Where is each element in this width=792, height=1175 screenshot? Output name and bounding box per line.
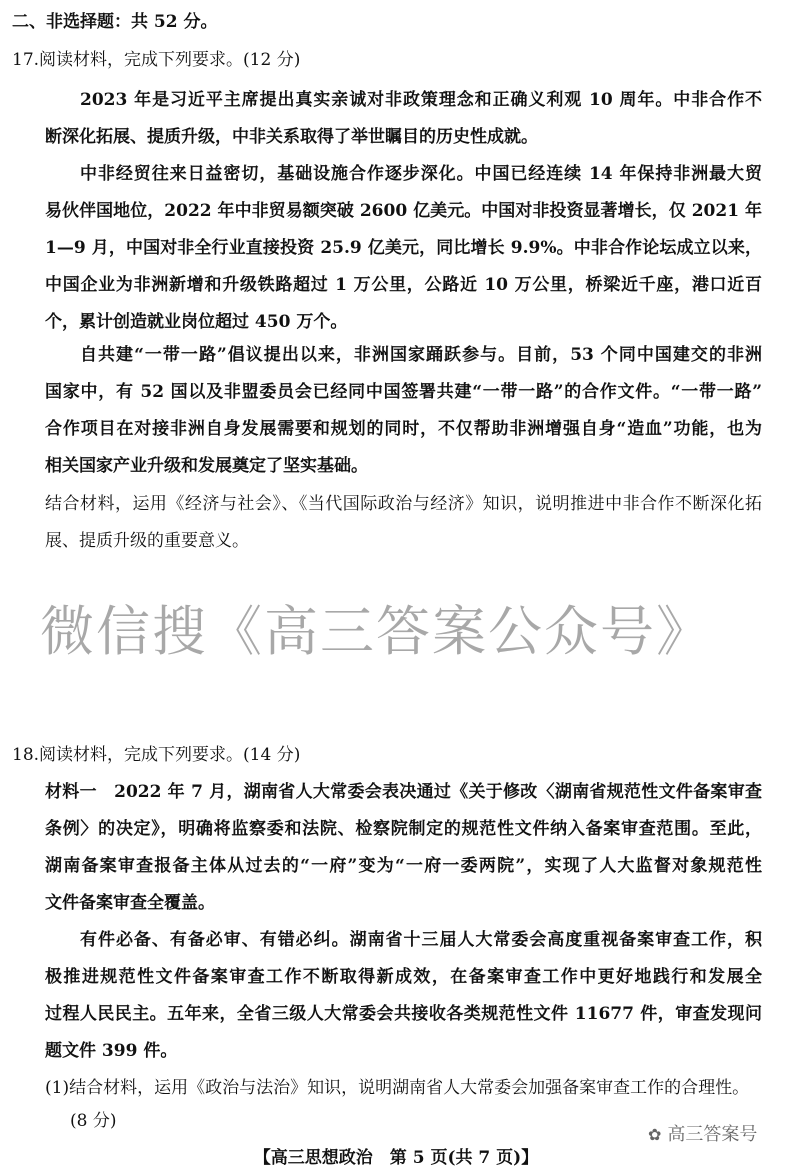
paragraph-line: 易伙伴国地位，2022 年中非贸易额突破 2600 亿美元。中国对非投资显著增长，仅 2021 年 [45,201,762,221]
question-17-title: 17.阅读材料，完成下列要求。(12 分) [12,50,301,70]
paragraph-line: 断深化拓展、提质升级，中非关系取得了举世瞩目的历史性成就。 [45,127,538,147]
page-footer: 【高三思想政治 第 5 页(共 7 页)】 [253,1148,539,1168]
paragraph-line: 结合材料，运用《经济与社会》、《当代国际政治与经济》知识，说明推进中非合作不断深化拓 [45,494,762,514]
paragraph-line: 极推进规范性文件备案审查工作不断取得新成效，在备案审查工作中更好地践行和发展全 [45,967,762,987]
paragraph-line: 1—9 月，中国对非全行业直接投资 25.9 亿美元，同比增长 9.9%。中非合作论坛成立以来， [45,238,762,258]
question-18-sub1: (1)结合材料，运用《政治与法治》知识，说明湖南省人大常委会加强备案审查工作的合理性。 [45,1078,750,1098]
paragraph-line: 有件必备、有备必审、有错必纠。湖南省十三届人大常委会高度重视备案审查工作，积 [80,930,762,950]
paragraph-line: 2023 年是习近平主席提出真实亲诚对非政策理念和正确义利观 10 周年。中非合作不 [80,90,762,110]
brand-text: 高三答案号 [667,1124,758,1145]
paragraph-line: 题文件 399 件。 [45,1041,178,1061]
paragraph-line: 中非经贸往来日益密切，基础设施合作逐步深化。中国已经连续 14 年保持非洲最大贸 [80,164,762,184]
paragraph-line: 自共建“一带一路”倡议提出以来，非洲国家踊跃参与。目前，53 个同中国建交的非洲 [80,345,762,365]
paragraph-line: 合作项目在对接非洲自身发展需要和规划的同时，不仅帮助非洲增强自身“造血”功能，也为 [45,419,762,439]
watermark: 微信搜《高三答案公众号》 [40,600,712,663]
paragraph-line: 文件备案审查全覆盖。 [45,893,215,913]
wechat-icon: ✿ [648,1125,662,1144]
paragraph-line: 过程人民民主。五年来，全省三级人大常委会共接收各类规范性文件 11677 件，审查发现问 [45,1004,762,1024]
paragraph-line: 材料一 2022 年 7 月，湖南省人大常委会表决通过《关于修改〈湖南省规范性文件备案审查 [45,782,762,802]
paragraph-line: 相关国家产业升级和发展奠定了坚实基础。 [45,456,368,476]
question-18-title: 18.阅读材料，完成下列要求。(14 分) [12,745,301,765]
paragraph-line: 展、提质升级的重要意义。 [45,531,249,551]
paragraph-line: 湖南备案审查报备主体从过去的“一府”变为“一府一委两院”，实现了人大监督对象规范性 [45,856,762,876]
paragraph-line: 个，累计创造就业岗位超过 450 万个。 [45,312,348,332]
section-title: 二、非选择题：共 52 分。 [12,12,218,32]
paragraph-line: 中国企业为非洲新增和升级铁路超过 1 万公里，公路近 10 万公里，桥梁近千座，港口近百 [45,275,762,295]
paragraph-line: 条例〉的决定》，明确将监察委和法院、检察院制定的规范性文件纳入备案审查范围。至此， [45,819,762,839]
paragraph-line: 国家中，有 52 国以及非盟委员会已经同中国签署共建“一带一路”的合作文件。“一带一路” [45,382,762,402]
brand-mark [648,1124,757,1146]
question-18-sub1-score: (8 分) [70,1111,117,1131]
